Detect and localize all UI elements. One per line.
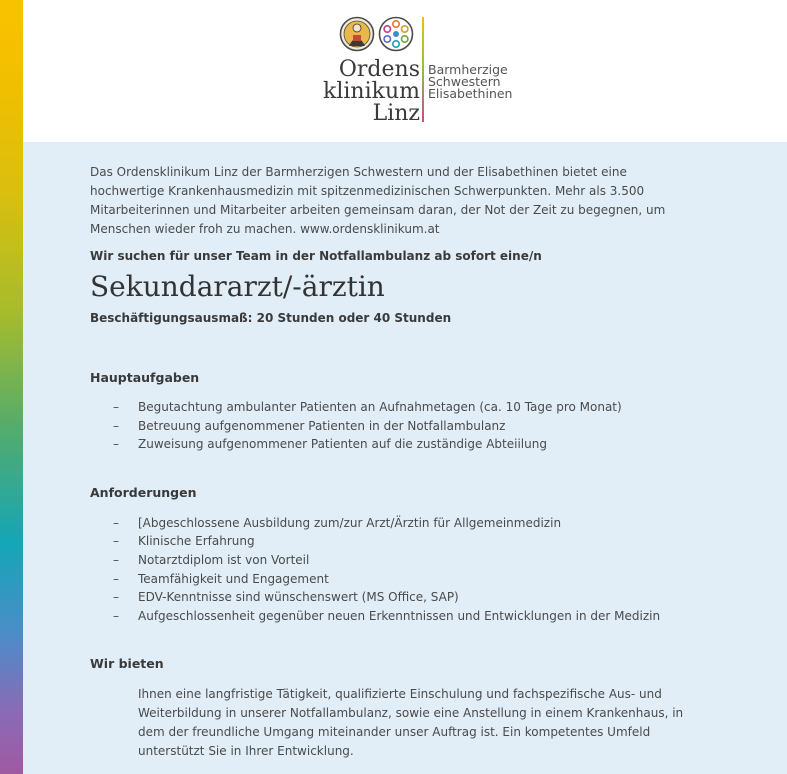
tasks-list xyxy=(90,398,700,454)
requirements-heading: Anforderungen xyxy=(90,484,197,500)
header xyxy=(23,0,787,142)
offer-heading: Wir bieten xyxy=(90,656,164,672)
requirements-section xyxy=(90,485,700,626)
list-item: – Zuweisung aufgenommener Patienten auf die zuständige Abteiilung xyxy=(113,437,547,452)
list-item: – Teamfähigkeit und Engagement xyxy=(113,571,329,586)
ordensklinikum-logo xyxy=(312,14,522,126)
list-item: – EDV-Kenntnisse sind wünschenswert (MS Office, SAP) xyxy=(113,590,459,605)
job-ad-content xyxy=(90,163,700,761)
list-item: – Aufgeschlossenheit gegenüber neuen Erkenntnissen und Entwicklungen in der Medizin xyxy=(113,608,661,623)
flower-ornament-icon xyxy=(378,16,414,52)
logo-divider xyxy=(422,17,424,122)
list-item: – [Abgeschlossene Ausbildung zum/zur Arzt/Ärztin für Allgemeinmedizin xyxy=(113,515,562,530)
job-title: Sekundararzt/-ärztin xyxy=(90,270,385,303)
tasks-heading: Hauptaufgaben xyxy=(90,370,200,385)
logo-word-ordens: Ordens xyxy=(338,57,420,82)
offer-section xyxy=(90,656,700,761)
employment-hours: Beschäftigungsausmaß: 20 Stunden oder 40 Stunden xyxy=(90,311,452,325)
list-item: – Begutachtung ambulanter Patienten an Aufnahmetagen (ca. 10 Tage pro Monat) xyxy=(113,400,622,414)
list-item: – Klinische Erfahrung xyxy=(113,534,255,549)
intro-paragraph: Das Ordensklinikum Linz der Barmherzigen Schwestern und der Elisabethinen bietet eine hochwertige Krankenhausmedizin mit spitzenmedizinischen Schwerpunkten. Mehr als 3.500 Mitarbeiterinnen und Mitarbeiter arbeiten gemeinsam daran, der Not der Zeit zu begegnen, um Menschen wieder froh zu machen. www.ordensklinikum.at xyxy=(90,165,666,236)
logo-sub-schwestern: Schwestern xyxy=(428,74,501,89)
logo-word-klinikum: klinikum xyxy=(323,79,420,104)
offer-paragraph: Ihnen eine langfristige Tätigkeit, qualifizierte Einschulung und fachspezifische Aus- und Weiterbildung in unserer Notfallambulanz, sowie eine Anstellung in einem Krankenhaus, in dem der freundliche Umgang miteinander unser Auftrag ist. Ein kompetentes Umfeld unterstützt Sie in Ihrer Entwicklung. xyxy=(138,687,684,759)
color-stripe xyxy=(0,0,23,774)
logo-word-linz: Linz xyxy=(372,101,420,126)
job-ad-panel xyxy=(23,142,787,774)
list-item: – Betreuung aufgenommener Patienten in der Notfallambulanz xyxy=(113,418,506,433)
tasks-section xyxy=(90,370,700,454)
requirements-list xyxy=(90,514,700,626)
list-item: – Notarztdiplom ist von Vorteil xyxy=(113,552,310,567)
saint-figure-icon xyxy=(339,16,375,52)
logo-sub-elisabethinen: Elisabethinen xyxy=(428,86,513,101)
logo-sub-barmherzige: Barmherzige xyxy=(428,62,508,77)
lead-text: Wir suchen für unser Team in der Notfallambulanz ab sofort eine/n xyxy=(90,249,542,263)
